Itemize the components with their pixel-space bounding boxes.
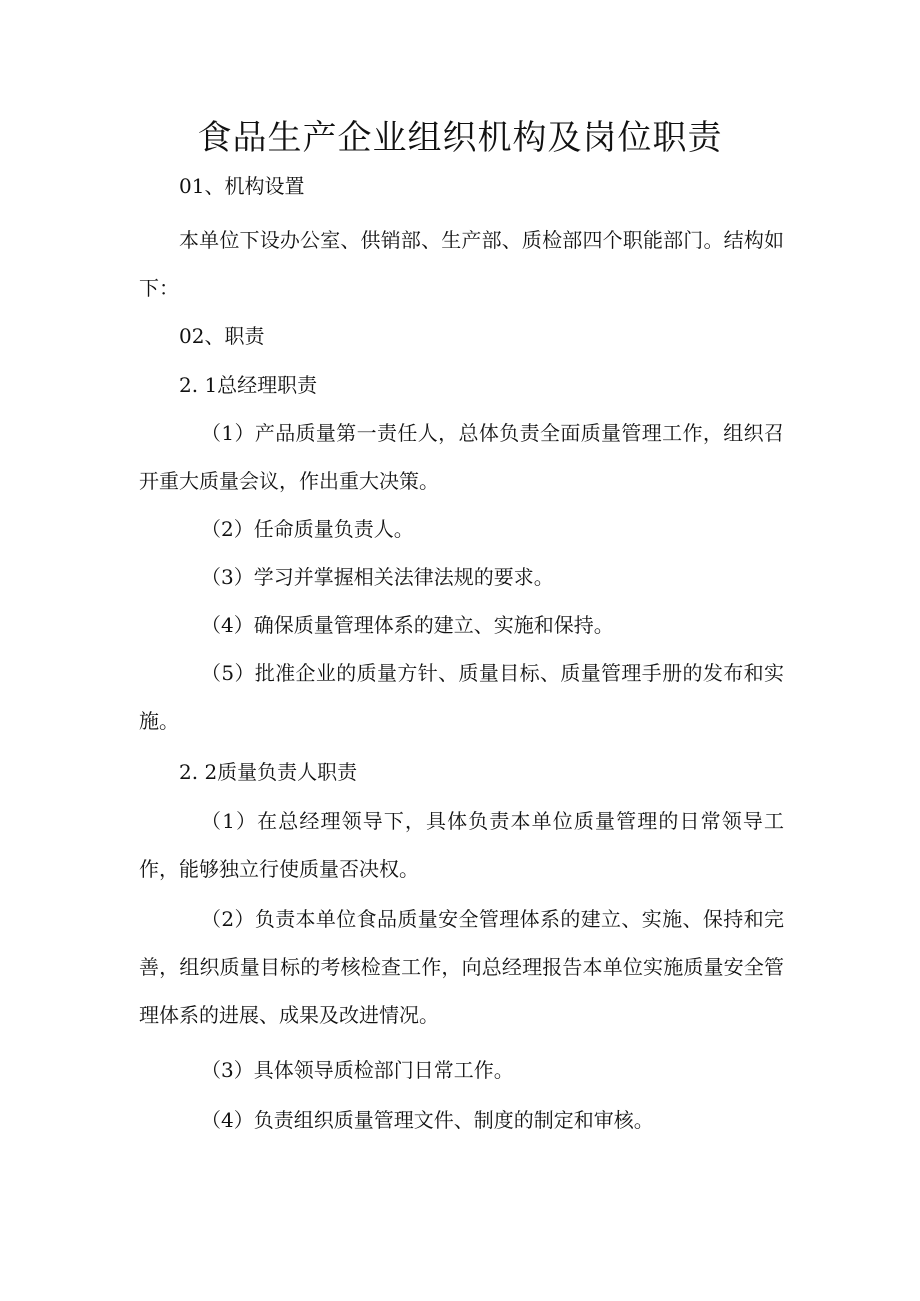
section-heading-institution-setup: 01、机构设置	[179, 174, 305, 198]
list-item-gm-1: （1）产品质量第一责任人，总体负责全面质量管理工作，组织召开重大质量会议，作出重大决策。	[139, 421, 784, 493]
subsection-heading-general-manager: 2. 1总经理职责	[179, 373, 318, 397]
subsection-heading-quality-manager: 2. 2质量负责人职责	[179, 760, 358, 784]
list-item-qm-3: （3）具体领导质检部门日常工作。	[201, 1058, 514, 1082]
list-item-qm-2: （2）负责本单位食品质量安全管理体系的建立、实施、保持和完善，组织质量目标的考核检查工作，向总经理报告本单位实施质量安全管理体系的进展、成果及改进情况。	[139, 907, 784, 1027]
document-title: 食品生产企业组织机构及岗位职责	[197, 118, 723, 158]
list-item-gm-2: （2）任命质量负责人。	[201, 517, 414, 541]
paragraph-department-overview: 本单位下设办公室、供销部、生产部、质检部四个职能部门。结构如下：	[139, 228, 784, 300]
section-heading-responsibilities: 02、职责	[179, 324, 265, 348]
list-item-gm-5: （5）批准企业的质量方针、质量目标、质量管理手册的发布和实施。	[139, 661, 784, 733]
list-item-qm-1: （1）在总经理领导下，具体负责本单位质量管理的日常领导工作，能够独立行使质量否决权。	[139, 809, 784, 881]
list-item-gm-3: （3）学习并掌握相关法律法规的要求。	[201, 565, 554, 589]
list-item-gm-4: （4）确保质量管理体系的建立、实施和保持。	[201, 613, 614, 637]
list-item-qm-4: （4）负责组织质量管理文件、制度的制定和审核。	[201, 1108, 654, 1132]
